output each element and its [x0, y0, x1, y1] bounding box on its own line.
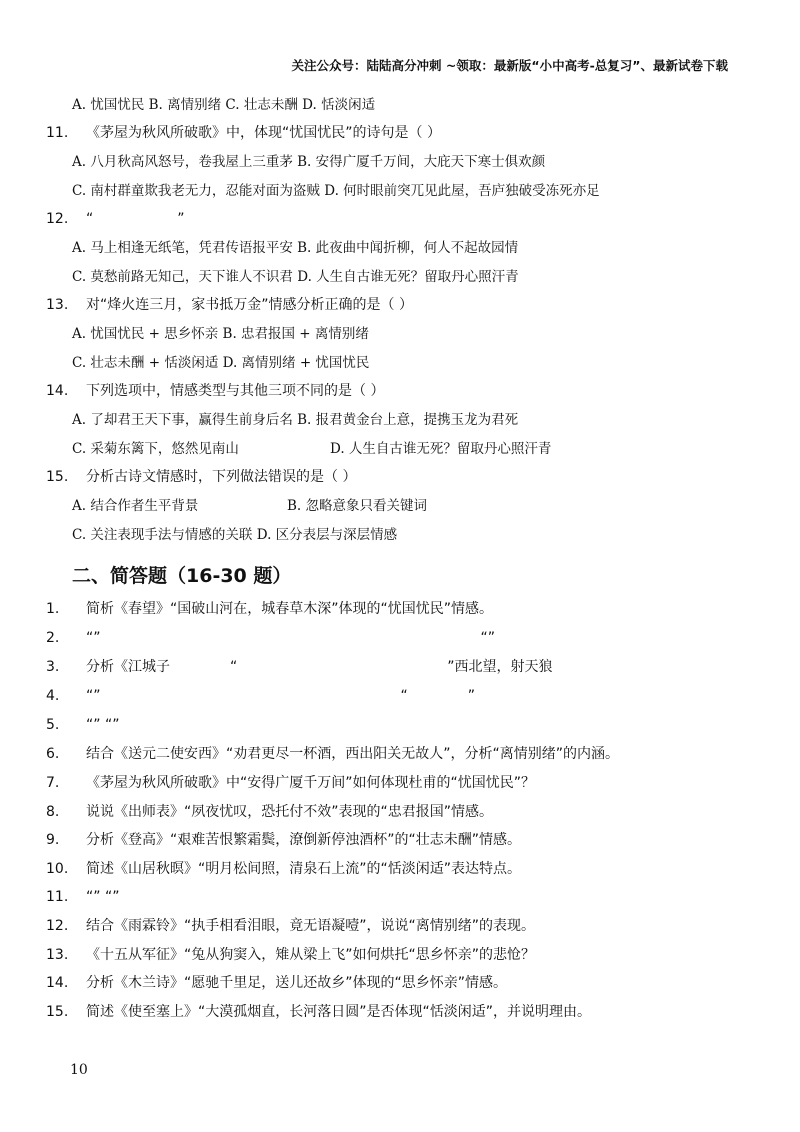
question-number: 3.	[46, 659, 60, 675]
question-number: 6.	[46, 746, 60, 762]
short-answer-5	[46, 716, 119, 734]
short-answer-13	[46, 946, 535, 964]
question-number: 12.	[46, 211, 69, 227]
question-12	[46, 210, 185, 228]
q12-options-row2: C. 莫愁前路无知己，天下谁人不识君 D. 人生自古谁无死？留取丹心照汗青	[72, 269, 519, 285]
q11-options-row1: A. 八月秋高风怒号，卷我屋上三重茅 B. 安得广厦千万间，大庇天下寒士俱欢颜	[72, 154, 546, 170]
question-text: 《茅屋为秋风所破歌》中，体现“忧国忧民”的诗句是（ ）	[86, 125, 441, 141]
question-number: 15.	[46, 469, 69, 485]
section-title: 二、简答题（16-30 题）	[72, 565, 292, 587]
q14-options-row2-a: C. 采菊东篱下，悠然见南山	[72, 441, 239, 457]
question-text: 对“烽火连三月，家书抵万金”情感分析正确的是（ ）	[86, 297, 413, 313]
question-number: 11.	[46, 889, 69, 905]
question-text: “” “”	[86, 889, 120, 905]
question-number: 8.	[46, 804, 60, 820]
question-number: 14.	[46, 975, 69, 991]
question-text-a: “”	[86, 688, 101, 704]
question-text: 分析古诗文情感时，下列做法错误的是（ ）	[86, 469, 357, 485]
short-answer-7	[46, 774, 535, 792]
question-text-close-quote: ”	[177, 211, 185, 227]
short-answer-10	[46, 860, 521, 878]
question-number: 5.	[46, 717, 60, 733]
q12-options-row1: A. 马上相逢无纸笔，凭君传语报平安 B. 此夜曲中闻折柳，何人不起故园情	[72, 240, 519, 256]
q11-options-row2: C. 南村群童欺我老无力，忍能对面为盗贼 D. 何时眼前突兀见此屋，吾庐独破受冻死亦足	[72, 183, 600, 199]
question-text-c: ”西北望，射天狼	[447, 659, 553, 675]
q15-options-row2: C. 关注表现手法与情感的关联 D. 区分表层与深层情感	[72, 527, 398, 543]
q10-options: A. 忧国忧民 B. 离情别绪 C. 壮志未酬 D. 恬淡闲适	[72, 97, 376, 113]
question-text-a: “”	[86, 630, 101, 646]
short-answer-8	[46, 803, 493, 821]
page-number: 10	[70, 1062, 88, 1078]
question-number: 9.	[46, 832, 60, 848]
question-text: 简述《山居秋暝》“明月松间照，清泉石上流”的“恬淡闲适”表达特点。	[86, 861, 522, 877]
q13-options-row2: C. 壮志未酬 + 恬淡闲适 D. 离情别绪 + 忧国忧民	[72, 355, 370, 371]
question-text: 下列选项中，情感类型与其他三项不同的是（ ）	[86, 383, 385, 399]
question-text: 《茅屋为秋风所破歌》中“安得广厦千万间”如何体现杜甫的“忧国忧民”？	[86, 775, 536, 791]
q14-options-row2-b: D. 人生自古谁无死？留取丹心照汗青	[330, 441, 552, 457]
question-text-open-quote: “	[86, 211, 94, 227]
question-text: 结合《雨霖铃》“执手相看泪眼，竟无语凝噎”，说说“离情别绪”的表现。	[86, 918, 536, 934]
question-number: 12.	[46, 918, 69, 934]
question-13	[46, 296, 413, 314]
q15-options-row1-b: B. 忽略意象只看关键词	[287, 498, 428, 514]
question-number: 10.	[46, 861, 69, 877]
question-number: 4.	[46, 688, 60, 704]
question-text: 《十五从军征》“兔从狗窦入，雉从梁上飞”如何烘托“思乡怀亲”的悲怆？	[86, 947, 536, 963]
question-number: 7.	[46, 775, 60, 791]
question-text: 分析《登高》“艰难苦恨繁霜鬓，潦倒新停浊酒杯”的“壮志未酬”情感。	[86, 832, 522, 848]
short-answer-11	[46, 888, 119, 906]
short-answer-1	[46, 600, 493, 618]
question-text: 简述《使至塞上》“大漠孤烟直，长河落日圆”是否体现“恬淡闲适”，并说明理由。	[86, 1004, 592, 1020]
short-answer-12	[46, 917, 535, 935]
question-text: 简析《春望》“国破山河在，城春草木深”体现的“忧国忧民”情感。	[86, 601, 494, 617]
question-text: 结合《送元二使安西》“劝君更尽一杯酒，西出阳关无故人”，分析“离情别绪”的内涵。	[86, 746, 620, 762]
question-15	[46, 468, 356, 486]
page-header-banner: 关注公众号：陆陆高分冲刺 ~领取：最新版“小中高考-总复习”、最新试卷下载	[291, 58, 728, 73]
short-answer-9	[46, 831, 521, 849]
question-11	[46, 124, 441, 142]
question-text-c: ”	[467, 688, 476, 704]
short-answer-15	[46, 1003, 591, 1021]
question-text: 说说《出师表》“夙夜忧叹，恐托付不效”表现的“忠君报国”情感。	[86, 804, 494, 820]
question-text: “” “”	[86, 717, 120, 733]
question-number: 14.	[46, 383, 69, 399]
question-number: 2.	[46, 630, 60, 646]
short-answer-6	[46, 745, 619, 763]
question-number: 13.	[46, 947, 69, 963]
question-text: 分析《木兰诗》“愿驰千里足，送儿还故乡”体现的“思乡怀亲”情感。	[86, 975, 508, 991]
q15-options-row1-a: A. 结合作者生平背景	[72, 498, 199, 514]
question-number: 1.	[46, 601, 60, 617]
question-text-b: “	[400, 688, 408, 704]
question-14	[46, 382, 384, 400]
q13-options-row1: A. 忧国忧民 + 思乡怀亲 B. 忠君报国 + 离情别绪	[72, 326, 369, 342]
short-answer-14	[46, 974, 507, 992]
question-text-b: “”	[480, 630, 496, 646]
short-answer-3	[46, 658, 553, 676]
question-number: 11.	[46, 125, 69, 141]
short-answer-4	[46, 687, 475, 705]
question-text-a: 分析《江城子	[86, 659, 170, 675]
question-number: 13.	[46, 297, 69, 313]
question-text-b: “	[230, 659, 238, 675]
question-number: 15.	[46, 1004, 69, 1020]
q14-options-row1: A. 了却君王天下事，赢得生前身后名 B. 报君黄金台上意，提携玉龙为君死	[72, 412, 519, 428]
short-answer-2	[46, 629, 495, 647]
